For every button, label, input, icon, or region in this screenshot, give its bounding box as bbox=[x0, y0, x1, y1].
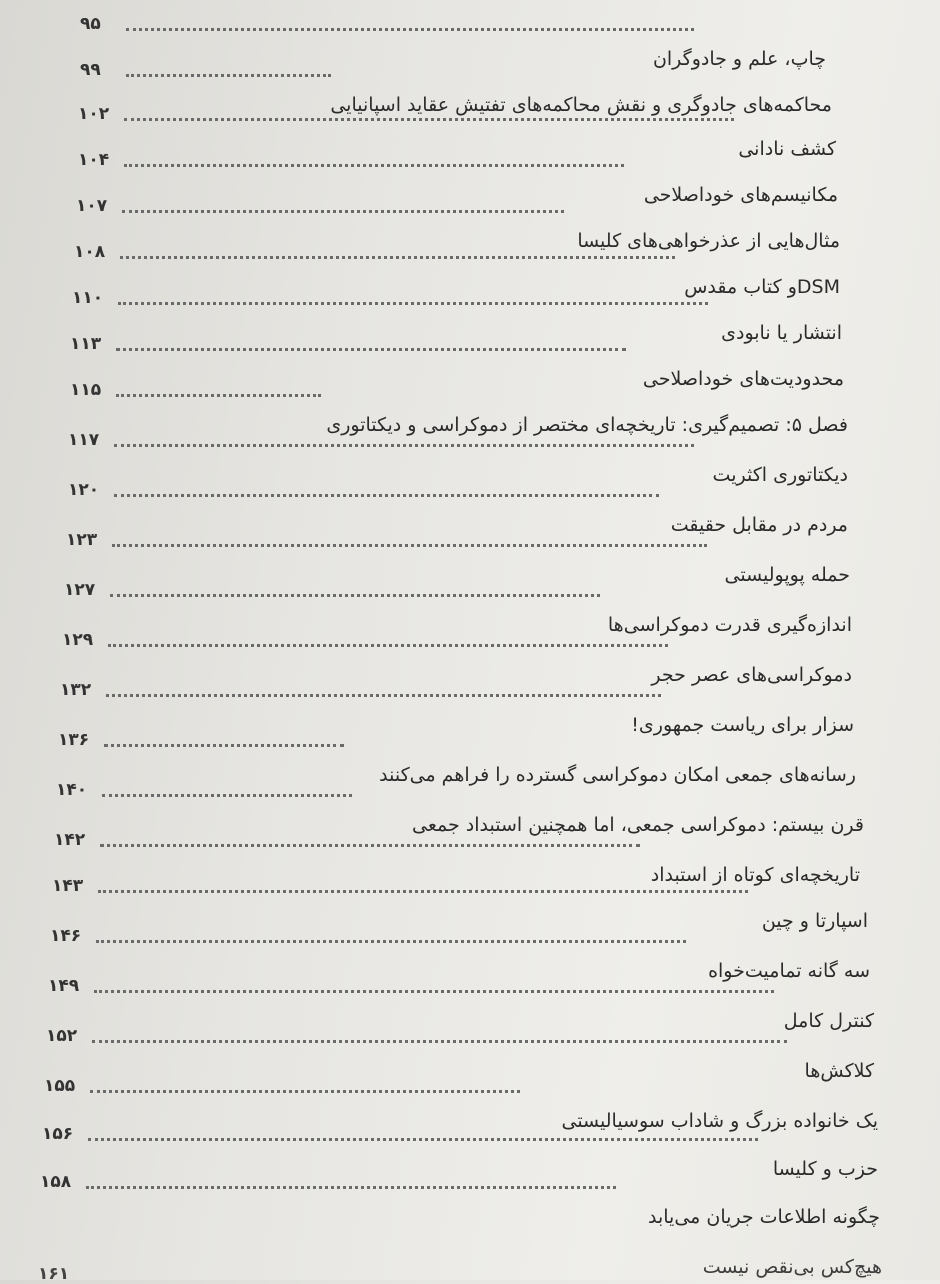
dot-leader bbox=[110, 594, 600, 597]
toc-entry-title: چاپ، علم و جادوگران bbox=[652, 48, 826, 70]
dot-leader bbox=[114, 444, 694, 447]
toc-entry-title: محاکمه‌های جادوگری و نقش محاکمه‌های تفتیش عقاید اسپانیایی bbox=[330, 94, 832, 116]
toc-entry-title: سه گانه تمامیت‌خواه bbox=[708, 960, 870, 982]
dot-leader bbox=[108, 644, 668, 647]
toc-entry-page: ۱۶۱ bbox=[38, 1264, 70, 1284]
toc-entry bbox=[68, 430, 848, 486]
dot-leader bbox=[114, 494, 659, 497]
toc-entry-title: کلاکش‌ها bbox=[804, 1060, 874, 1082]
toc-entry-title: تاریخچه‌ای کوتاه از استبداد bbox=[650, 864, 860, 886]
toc-entry-page: ۱۰۸ bbox=[74, 242, 106, 262]
toc-entry-page: ۱۴۹ bbox=[48, 976, 80, 996]
toc-entry-title: چگونه اطلاعات جریان می‌یابد bbox=[647, 1206, 880, 1228]
toc-entry-page: ۱۴۰ bbox=[56, 780, 88, 800]
toc-entry-page: ۱۲۷ bbox=[64, 580, 96, 600]
toc-entry-page: ۱۰۴ bbox=[78, 150, 110, 170]
toc-entry-page: ۱۴۲ bbox=[54, 830, 86, 850]
toc-entry-title: مکانیسم‌های خوداصلاحی bbox=[643, 184, 838, 206]
dot-leader bbox=[116, 394, 321, 397]
toc-entry-page: ۱۴۳ bbox=[52, 876, 84, 896]
toc-entry bbox=[56, 780, 864, 836]
dot-leader bbox=[92, 1040, 787, 1043]
toc-entry-title: انتشار یا نابودی bbox=[721, 322, 842, 344]
dot-leader bbox=[94, 990, 774, 993]
dot-leader bbox=[118, 302, 708, 305]
toc-entry bbox=[52, 876, 868, 932]
toc-entry bbox=[58, 730, 856, 786]
dot-leader bbox=[126, 28, 694, 31]
toc-entry-title: حمله پوپولیستی bbox=[724, 564, 850, 586]
toc-entry-page: ۱۴۶ bbox=[50, 926, 82, 946]
toc-entry-page: ۱۳۶ bbox=[58, 730, 90, 750]
dot-leader bbox=[96, 940, 686, 943]
toc-entry-page: ۱۱۰ bbox=[72, 288, 104, 308]
toc-entry bbox=[40, 1172, 880, 1228]
toc-entry-title: فصل ۵: تصمیم‌گیری: تاریخچه‌ای مختصر از دموکراسی و دیکتاتوری bbox=[326, 414, 848, 436]
toc-entry-page: ۱۰۲ bbox=[78, 104, 110, 124]
dot-leader bbox=[86, 1186, 616, 1189]
dot-leader bbox=[100, 844, 640, 847]
toc-entry bbox=[66, 530, 850, 586]
dot-leader bbox=[126, 74, 331, 77]
dot-leader bbox=[98, 890, 748, 893]
toc-entry-title: مردم در مقابل حقیقت bbox=[670, 514, 848, 536]
dot-leader bbox=[112, 544, 707, 547]
toc-entry-title: محدودیت‌های خوداصلاحی bbox=[642, 368, 844, 390]
toc-entry bbox=[64, 580, 852, 636]
toc-entry-page: ۱۲۹ bbox=[62, 630, 94, 650]
dot-leader bbox=[116, 348, 626, 351]
toc-entry-title: کشف نادانی bbox=[738, 138, 836, 160]
toc-entry-title: مثال‌هایی از عذرخواهی‌های کلیسا bbox=[577, 230, 840, 252]
toc-entry-page: ۱۵۸ bbox=[40, 1172, 72, 1192]
toc-entry-page: ۱۵۵ bbox=[44, 1076, 76, 1096]
toc-entry-title: سزار برای ریاست جمهوری! bbox=[631, 714, 854, 736]
toc-entry-page: ۱۳۲ bbox=[60, 680, 92, 700]
toc-entry-title: اندازه‌گیری قدرت دموکراسی‌ها bbox=[607, 614, 852, 636]
toc-entry-page: ۱۲۳ bbox=[66, 530, 98, 550]
toc-entry-page: ۹۵ bbox=[80, 14, 101, 34]
toc-entry bbox=[46, 1026, 874, 1082]
toc-entry bbox=[62, 630, 852, 686]
toc-entry-title: حزب و کلیسا bbox=[772, 1158, 878, 1180]
dot-leader bbox=[88, 1138, 758, 1141]
dot-leader bbox=[102, 794, 352, 797]
dot-leader bbox=[124, 164, 624, 167]
dot-leader bbox=[122, 210, 564, 213]
toc-entry-title: کنترل کامل bbox=[783, 1010, 874, 1032]
toc-entry bbox=[48, 976, 874, 1032]
toc-entry-title: رسانه‌های جمعی امکان دموکراسی گسترده را فراهم می‌کنند bbox=[379, 764, 856, 786]
toc-entry-title: یک خانواده بزرگ و شاداب سوسیالیستی bbox=[561, 1110, 878, 1132]
dot-leader bbox=[106, 694, 661, 697]
toc-entry bbox=[60, 680, 854, 736]
toc-entry bbox=[68, 480, 848, 536]
toc-entry bbox=[50, 926, 870, 982]
toc-entry-title: دموکراسی‌های عصر حجر bbox=[651, 664, 852, 686]
toc-entry-title: DSMو کتاب مقدس bbox=[684, 276, 840, 298]
dot-leader bbox=[104, 744, 344, 747]
toc-entry-page: ۹۹ bbox=[80, 60, 101, 80]
dot-leader bbox=[124, 118, 734, 121]
toc-entry-page: ۱۲۰ bbox=[68, 480, 100, 500]
dot-leader bbox=[90, 1090, 520, 1093]
toc-entry bbox=[38, 1222, 882, 1284]
dot-leader bbox=[120, 256, 675, 259]
toc-entry-page: ۱۵۶ bbox=[42, 1124, 74, 1144]
toc-entry-page: ۱۰۷ bbox=[76, 196, 108, 216]
toc-entry-title: دیکتاتوری اکثریت bbox=[712, 464, 848, 486]
toc-entry-title: قرن بیستم: دموکراسی جمعی، اما همچنین استبداد جمعی bbox=[412, 814, 864, 836]
toc-entry-page: ۱۱۷ bbox=[68, 430, 100, 450]
toc-entry-title: هیچ‌کس بی‌نقص نیست bbox=[702, 1256, 882, 1278]
toc-entry-page: ۱۱۳ bbox=[70, 334, 102, 354]
toc-entry-page: ۱۱۵ bbox=[70, 380, 102, 400]
toc-entry-page: ۱۵۲ bbox=[46, 1026, 78, 1046]
toc-entry-title: اسپارتا و چین bbox=[761, 910, 868, 932]
toc-chapter-entry bbox=[70, 380, 848, 436]
